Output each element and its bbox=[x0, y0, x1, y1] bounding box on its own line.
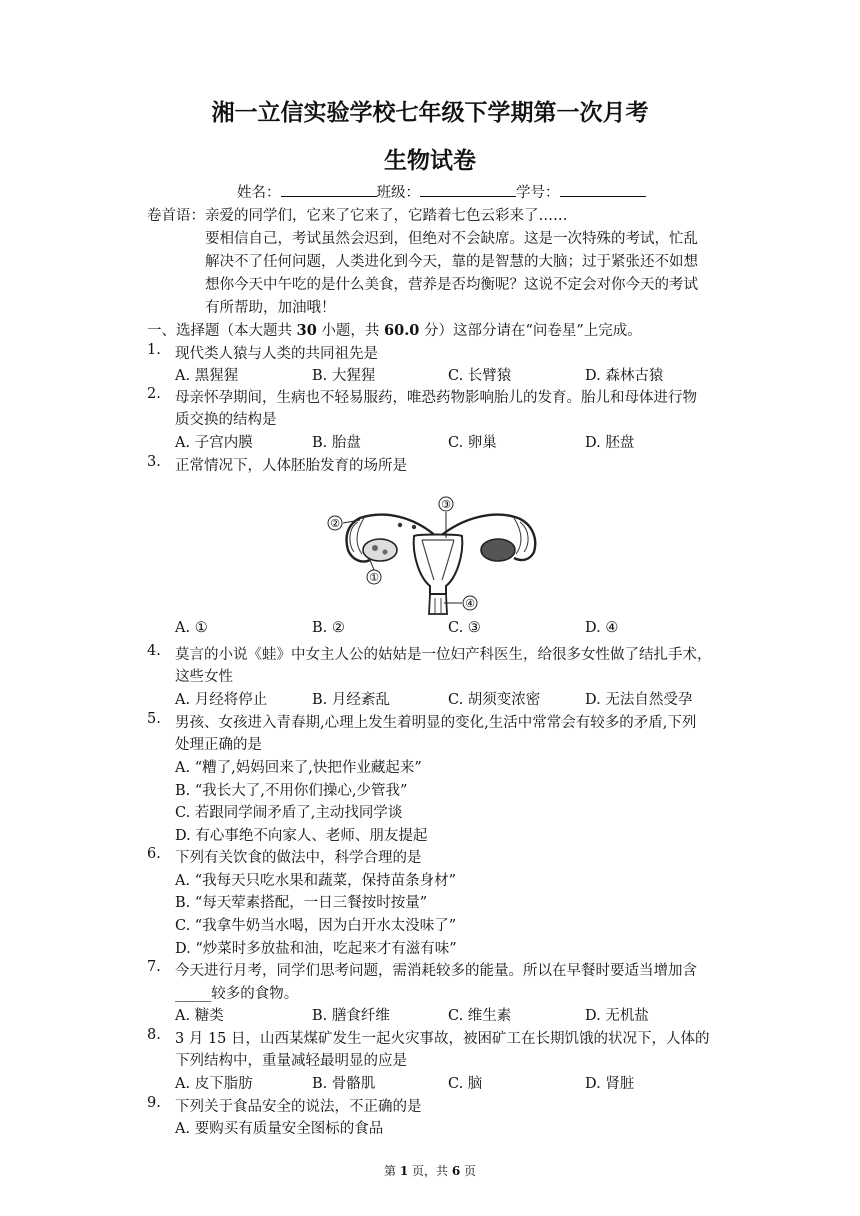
option-d[interactable]: D. 有心事绝不向家人、老师、朋友提起 bbox=[175, 828, 428, 844]
option-b[interactable]: B. ② bbox=[312, 620, 345, 636]
option-a[interactable]: A. 糖类 bbox=[175, 1008, 224, 1024]
option-b[interactable]: B. “我长大了,不用你们操心,少管我” bbox=[175, 783, 408, 799]
preface-label: 卷首语： bbox=[147, 208, 205, 224]
option-c[interactable]: C. 脑 bbox=[448, 1076, 483, 1092]
name-blank[interactable] bbox=[281, 182, 377, 197]
tube-egg bbox=[398, 523, 402, 527]
preface-line: 解决不了任何问题，人类进化到今天，靠的是智慧的大脑；过于紧张还不如想 bbox=[205, 254, 698, 270]
question-number: 6. bbox=[147, 846, 161, 862]
question-text: 母亲怀孕期间，生病也不轻易服药，唯恐药物影响胎儿的发育。胎儿和母体进行物 bbox=[175, 390, 697, 406]
section-heading bbox=[147, 319, 642, 340]
option-b[interactable]: B. 大猩猩 bbox=[312, 368, 376, 384]
option-c[interactable]: C. 若跟同学闹矛盾了,主动找同学谈 bbox=[175, 805, 403, 821]
option-b[interactable]: B. 骨骼肌 bbox=[312, 1076, 376, 1092]
question-text: 莫言的小说《蛙》中女主人公的姑姑是一位妇产科医生，给很多女性做了结扎手术， bbox=[175, 647, 712, 663]
option-d[interactable]: D. 无法自然受孕 bbox=[585, 692, 693, 708]
name-label: 姓名： bbox=[237, 185, 281, 201]
preface-line: 要相信自己，考试虽然会迟到，但绝对不会缺席。这是一次特殊的考试，忙乱 bbox=[205, 231, 698, 247]
question-number: 5. bbox=[147, 711, 161, 727]
left-ovary-follicle bbox=[372, 545, 378, 551]
preface-line: 想你今天中午吃的是什么美食，营养是否均衡呢？这说不定会对你今天的考试 bbox=[205, 277, 698, 293]
option-c[interactable]: C. 维生素 bbox=[448, 1008, 512, 1024]
student-info bbox=[237, 181, 646, 202]
question-number: 2. bbox=[147, 386, 161, 402]
question-number: 1. bbox=[147, 342, 161, 358]
page-total: 6 bbox=[451, 1164, 461, 1178]
question-text: 正常情况下，人体胚胎发育的场所是 bbox=[175, 458, 407, 474]
class-blank[interactable] bbox=[420, 182, 516, 197]
left-ovary bbox=[363, 539, 397, 561]
option-c[interactable]: C. 卵巢 bbox=[448, 435, 497, 451]
question-text: _____较多的食物。 bbox=[175, 986, 299, 1002]
page-number: 1 bbox=[399, 1164, 409, 1178]
option-a[interactable]: A. “糟了,妈妈回来了,快把作业藏起来” bbox=[175, 760, 422, 776]
option-a[interactable]: A. 月经将停止 bbox=[175, 692, 268, 708]
right-ovary bbox=[481, 539, 515, 561]
id-label: 学号： bbox=[516, 185, 560, 201]
option-b[interactable]: B. 胎盘 bbox=[312, 435, 361, 451]
question-text: 处理正确的是 bbox=[175, 737, 262, 753]
option-a[interactable]: A. 黑猩猩 bbox=[175, 368, 239, 384]
option-c[interactable]: C. “我拿牛奶当水喝，因为白开水太没味了” bbox=[175, 918, 457, 934]
option-b[interactable]: B. “每天荤素搭配，一日三餐按时按量” bbox=[175, 895, 428, 911]
question-text: 下列有关饮食的做法中，科学合理的是 bbox=[175, 850, 422, 866]
question-text: 下列关于食品安全的说法，不正确的是 bbox=[175, 1099, 422, 1115]
tube-egg bbox=[412, 525, 416, 529]
option-b[interactable]: B. 月经紊乱 bbox=[312, 692, 390, 708]
preface-line: 有所帮助，加油哦！ bbox=[205, 300, 336, 316]
section-text: 小题，共 bbox=[316, 323, 385, 339]
class-label: 班级： bbox=[376, 185, 420, 201]
option-a[interactable]: A. 要购买有质量安全图标的食品 bbox=[175, 1121, 384, 1137]
label-3: ③ bbox=[441, 498, 451, 511]
vagina-walls bbox=[435, 598, 441, 614]
option-c[interactable]: C. 长臂猿 bbox=[448, 368, 512, 384]
total-score: 60.0 bbox=[384, 322, 420, 339]
option-d[interactable]: D. ④ bbox=[585, 620, 619, 636]
question-number: 9. bbox=[147, 1095, 161, 1111]
option-c[interactable]: C. 胡须变浓密 bbox=[448, 692, 541, 708]
section-text: 分）这部分请在“问卷星”上完成。 bbox=[419, 323, 642, 339]
option-d[interactable]: D. “炒菜时多放盐和油，吃起来才有滋有味” bbox=[175, 941, 457, 957]
option-a[interactable]: A. “我每天只吃水果和蔬菜，保持苗条身材” bbox=[175, 873, 457, 889]
option-c[interactable]: C. ③ bbox=[448, 620, 481, 636]
question-text: 这些女性 bbox=[175, 669, 233, 685]
option-a[interactable]: A. 皮下脂肪 bbox=[175, 1076, 253, 1092]
preface-line: 亲爱的同学们，它来了它来了，它踏着七色云彩来了…… bbox=[205, 208, 568, 224]
option-d[interactable]: D. 森林古猿 bbox=[585, 368, 664, 384]
label-1: ① bbox=[369, 571, 379, 584]
footer-text: 页，共 bbox=[408, 1164, 452, 1178]
left-ovary-follicle bbox=[383, 550, 388, 555]
question-number: 8. bbox=[147, 1027, 161, 1043]
vagina bbox=[429, 594, 447, 614]
leader-line-1 bbox=[370, 560, 374, 570]
exam-title: 湘一立信实验学校七年级下学期第一次月考 bbox=[211, 99, 649, 126]
uterus bbox=[414, 535, 463, 595]
option-a[interactable]: A. ① bbox=[175, 620, 208, 636]
question-count: 30 bbox=[296, 322, 317, 339]
question-text: 质交换的结构是 bbox=[175, 412, 277, 428]
female-reproductive-system-diagram bbox=[318, 494, 558, 616]
option-b[interactable]: B. 膳食纤维 bbox=[312, 1008, 390, 1024]
exam-subtitle: 生物试卷 bbox=[384, 147, 476, 174]
footer-text: 页 bbox=[460, 1164, 476, 1178]
option-d[interactable]: D. 肾脏 bbox=[585, 1076, 635, 1092]
page-footer bbox=[0, 1162, 860, 1179]
question-number: 3. bbox=[147, 454, 161, 470]
question-text: 现代类人猿与人类的共同祖先是 bbox=[175, 346, 378, 362]
option-d[interactable]: D. 无机盐 bbox=[585, 1008, 649, 1024]
option-d[interactable]: D. 胚盘 bbox=[585, 435, 635, 451]
question-number: 4. bbox=[147, 643, 161, 659]
question-text: 下列结构中，重量减轻最明显的应是 bbox=[175, 1053, 407, 1069]
section-text: 一、选择题（本大题共 bbox=[147, 323, 297, 339]
footer-text: 第 bbox=[383, 1164, 400, 1178]
id-blank[interactable] bbox=[560, 182, 646, 197]
question-text: 3 月 15 日，山西某煤矿发生一起火灾事故，被困矿工在长期饥饿的状况下，人体的 bbox=[175, 1031, 710, 1047]
option-a[interactable]: A. 子宫内膜 bbox=[175, 435, 253, 451]
question-text: 今天进行月考，同学们思考问题，需消耗较多的能量。所以在早餐时要适当增加含 bbox=[175, 963, 697, 979]
question-text: 男孩、女孩进入青春期,心理上发生着明显的变化,生活中常常会有较多的矛盾,下列 bbox=[175, 715, 697, 731]
label-2: ② bbox=[330, 517, 340, 530]
label-4: ④ bbox=[465, 597, 475, 610]
question-number: 7. bbox=[147, 959, 161, 975]
